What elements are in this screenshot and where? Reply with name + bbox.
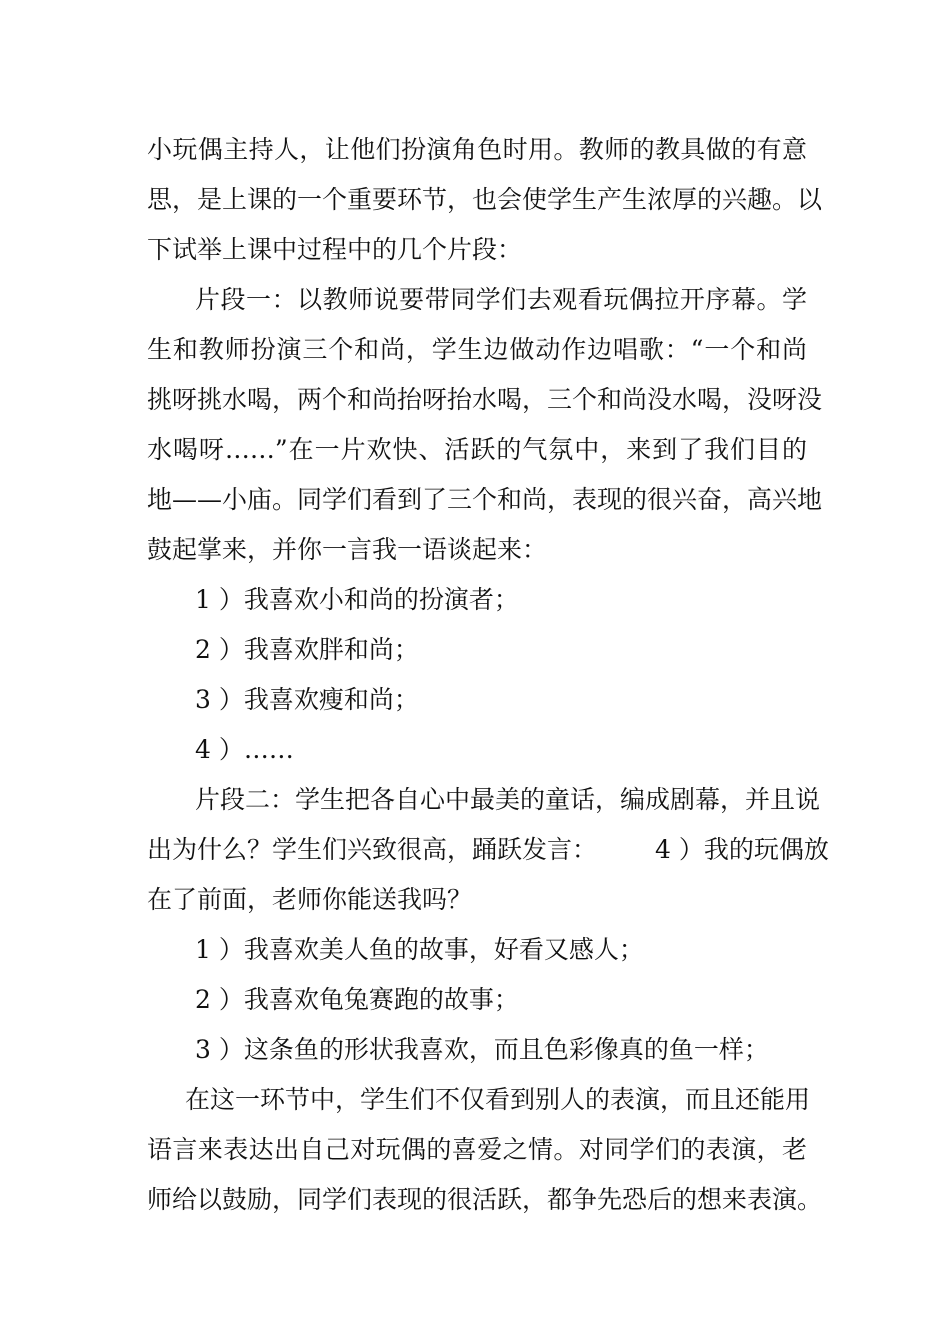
paragraph-line: 在了前面，老师你能送我吗？ bbox=[147, 885, 473, 914]
paragraph-line: 挑呀挑水喝，两个和尚抬呀抬水喝，三个和尚没水喝，没呀没 bbox=[147, 385, 823, 414]
paragraph-line: 片段一：以教师说要带同学们去观看玩偶拉开序幕。学 bbox=[195, 285, 807, 314]
paragraph-line: 师给以鼓励，同学们表现的很活跃，都争先恐后的想来表演。 bbox=[147, 1185, 823, 1214]
list-item: 2 ）我喜欢胖和尚； bbox=[195, 635, 419, 664]
list-item: 4 ）…… bbox=[195, 735, 294, 764]
paragraph-line: 片段二：学生把各自心中最美的童话，编成剧幕，并且说 bbox=[195, 785, 821, 814]
paragraph-line: 生和教师扮演三个和尚，学生边做动作边唱歌：“一个和尚 bbox=[147, 335, 807, 364]
paragraph-line: 地——小庙。同学们看到了三个和尚，表现的很兴奋，高兴地 bbox=[147, 485, 823, 514]
paragraph-line: 下试举上课中过程中的几个片段： bbox=[147, 235, 523, 264]
paragraph-line bbox=[147, 832, 829, 868]
paragraph-line: 小玩偶主持人，让他们扮演角色时用。教师的教具做的有意 bbox=[147, 135, 807, 164]
list-item: 2 ）我喜欢龟兔赛跑的故事； bbox=[195, 985, 519, 1014]
paragraph-line: 在这一环节中，学生们不仅看到别人的表演，而且还能用 bbox=[185, 1085, 811, 1114]
list-item: 3 ）这条鱼的形状我喜欢，而且色彩像真的鱼一样； bbox=[195, 1035, 769, 1064]
list-item: 3 ）我喜欢瘦和尚； bbox=[195, 685, 419, 714]
paragraph-line: 思，是上课的一个重要环节，也会使学生产生浓厚的兴趣。以 bbox=[147, 185, 823, 214]
paragraph-line: 水喝呀……”在一片欢快、活跃的气氛中，来到了我们目的 bbox=[147, 435, 807, 464]
paragraph-segment: 出为什么？学生们兴致很高，踊跃发言： bbox=[147, 835, 598, 864]
paragraph-segment: 4 ）我的玩偶放 bbox=[655, 835, 829, 864]
list-item: 1 ）我喜欢美人鱼的故事，好看又感人； bbox=[195, 935, 644, 964]
paragraph-line: 语言来表达出自己对玩偶的喜爱之情。对同学们的表演，老 bbox=[147, 1135, 807, 1164]
list-item: 1 ）我喜欢小和尚的扮演者； bbox=[195, 585, 519, 614]
paragraph-line: 鼓起掌来，并你一言我一语谈起来： bbox=[147, 535, 548, 564]
